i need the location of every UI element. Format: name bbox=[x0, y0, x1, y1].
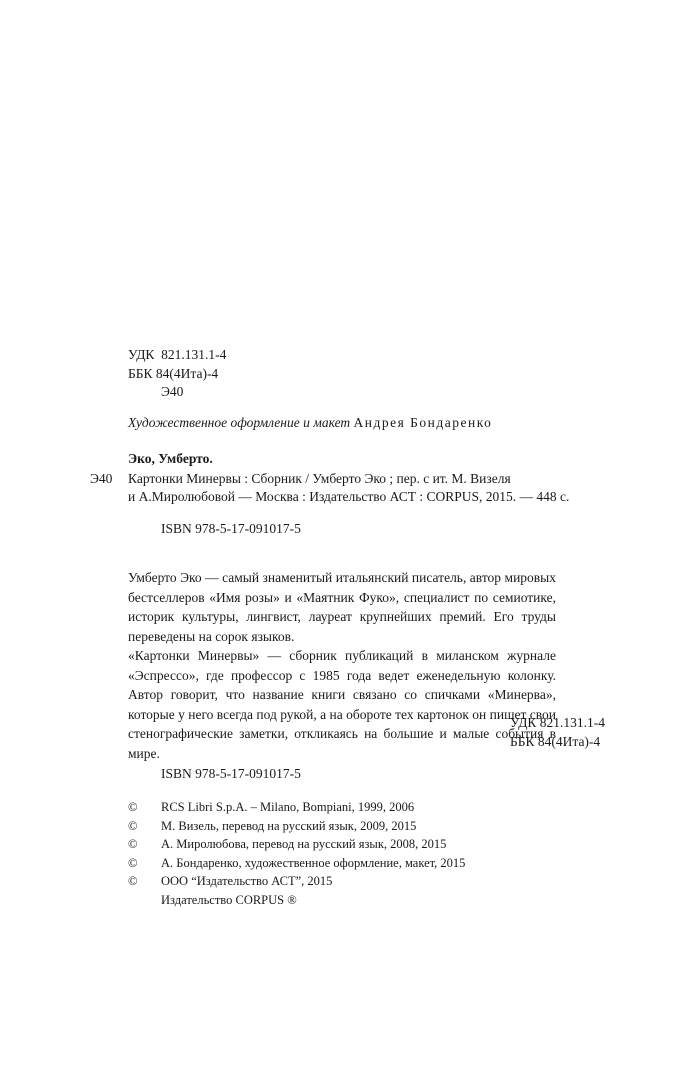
copyright-text: ООО “Издательство АСТ”, 2015 bbox=[161, 874, 333, 888]
copyright-text: А. Миролюбова, перевод на русский язык, 2008, 2015 bbox=[161, 837, 447, 851]
bib-author-mark: Э40 bbox=[90, 471, 113, 486]
copyright-text: М. Визель, перевод на русский язык, 2009, 2015 bbox=[161, 819, 417, 833]
design-credit-role: Художественное оформление и макет bbox=[128, 415, 351, 430]
copyright-text: Издательство CORPUS ® bbox=[161, 893, 297, 907]
udk-label: УДК bbox=[128, 347, 155, 362]
design-credit-name: Андрея Бондаренко bbox=[353, 415, 493, 430]
bib-line-1: Картонки Минервы : Сборник / Умберто Эко ; пер. с ит. М. Визеля bbox=[128, 471, 511, 486]
copyright-text: RCS Libri S.p.A. – Milano, Bompiani, 1999, 2006 bbox=[161, 800, 415, 814]
author-mark-top: Э40 bbox=[161, 384, 184, 399]
copyright-symbol: © bbox=[128, 819, 138, 833]
bib-isbn: ISBN 978-5-17-091017-5 bbox=[161, 521, 301, 536]
bbk-value: 84(4Ита)-4 bbox=[155, 366, 219, 381]
bbk-right: ББК 84(4Ита)-4 bbox=[510, 734, 601, 749]
bbk-line bbox=[128, 365, 218, 383]
udk-line bbox=[128, 346, 226, 364]
udk-right: УДК 821.131.1-4 bbox=[510, 715, 606, 730]
design-credit bbox=[128, 414, 492, 432]
bib-line-2: и А.Миролюбовой — Москва : Издательство АСТ : CORPUS, 2015. — 448 с. bbox=[128, 489, 570, 504]
copyright-text: А. Бондаренко, художественное оформление, макет, 2015 bbox=[161, 856, 466, 870]
udk-value: 821.131.1-4 bbox=[161, 347, 227, 362]
copyright-symbol: © bbox=[128, 837, 138, 851]
abstract-paragraph-2: «Картонки Минервы» — сборник публикаций в миланском журнале «Эспрессо», где профессор с 1985 года ведет еженедельную колонку. Автор говорит, что название книги связано со спичками «Минерва», которые у него всегда под рукой, а на обороте тех картонок он пишет свои стенографические заметки, откликаясь на большие и малые события в мире. bbox=[128, 648, 556, 761]
copyright-symbol: © bbox=[128, 800, 138, 814]
copyright-symbol: © bbox=[128, 874, 138, 888]
bbk-label: ББК bbox=[128, 366, 153, 381]
abstract-paragraph-1: Умберто Эко — самый знаменитый итальянский писатель, автор мировых бестселлеров «Имя розы» и «Маятник Фуко», специалист по семиотике, историк культуры, лингвист, лауреат крупнейших премий. Его труды переведены на сорок языков. bbox=[128, 570, 556, 644]
copyright-symbol: © bbox=[128, 856, 138, 870]
abstract bbox=[128, 568, 556, 763]
bib-author: Эко, Умберто. bbox=[128, 451, 213, 466]
isbn-bottom: ISBN 978-5-17-091017-5 bbox=[161, 766, 301, 781]
